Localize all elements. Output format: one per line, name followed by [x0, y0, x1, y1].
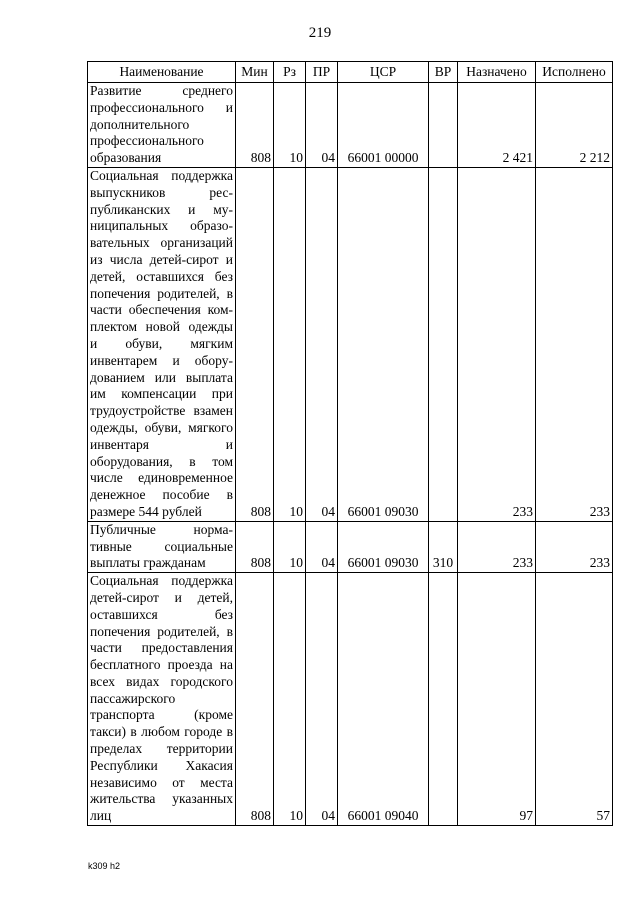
row-rz: 10 — [274, 573, 306, 826]
row-rz: 10 — [274, 83, 306, 168]
header-csr: ЦСР — [338, 62, 429, 83]
budget-table — [87, 61, 613, 826]
table-row — [88, 521, 613, 572]
table-header-row — [88, 62, 613, 83]
row-name: Социальная поддержка детей-сирот и детей, оставшихся без попечения родителей, в части предоставления бесплатного проезда на всех видах городского пассажирского транспорта (кроме такси) в любом городе в пределах территории Республики Хакасия независимо от места жительства указанных лиц — [88, 573, 236, 826]
row-vr — [429, 83, 458, 168]
table-row — [88, 573, 613, 826]
footer-code: k309 h2 — [88, 861, 121, 871]
row-pr: 04 — [306, 167, 338, 521]
row-assigned: 2 421 — [458, 83, 536, 168]
row-rz: 10 — [274, 167, 306, 521]
header-name: Наименование — [88, 62, 236, 83]
row-vr — [429, 167, 458, 521]
row-executed: 2 212 — [536, 83, 613, 168]
table-row — [88, 83, 613, 168]
row-executed: 57 — [536, 573, 613, 826]
row-name: Развитие среднего профессионального и дополнительного профессионального образования — [88, 83, 236, 168]
header-pr: ПР — [306, 62, 338, 83]
row-executed: 233 — [536, 167, 613, 521]
row-rz: 10 — [274, 521, 306, 572]
row-executed: 233 — [536, 521, 613, 572]
row-csr: 66001 09030 — [338, 167, 429, 521]
row-vr — [429, 573, 458, 826]
row-vr: 310 — [429, 521, 458, 572]
row-name: Публичные нормативные социальные выплаты гражданам — [88, 521, 236, 572]
header-vr: ВР — [429, 62, 458, 83]
row-pr: 04 — [306, 521, 338, 572]
header-min: Мин — [236, 62, 274, 83]
header-rz: Рз — [274, 62, 306, 83]
row-min: 808 — [236, 167, 274, 521]
header-assigned: Назначено — [458, 62, 536, 83]
row-pr: 04 — [306, 573, 338, 826]
row-csr: 66001 09030 — [338, 521, 429, 572]
header-executed: Исполнено — [536, 62, 613, 83]
row-min: 808 — [236, 573, 274, 826]
table-row — [88, 167, 613, 521]
row-pr: 04 — [306, 83, 338, 168]
page-number: 219 — [308, 25, 332, 41]
row-assigned: 97 — [458, 573, 536, 826]
row-assigned: 233 — [458, 521, 536, 572]
row-csr: 66001 09040 — [338, 573, 429, 826]
row-csr: 66001 00000 — [338, 83, 429, 168]
row-name: Социальная поддержка выпускников республиканских и муниципальных образовательных организаций из числа детей-сирот и детей, оставшихся без попечения родителей, в части обеспечения комплектом новой одежды и обуви, мягким инвентарем и оборудованием или выплата им компенсации при трудоустройстве взамен одежды, обуви, мягкого инвентаря и оборудования, в том числе единовременное денежное пособие в размере 544 рублей — [88, 167, 236, 521]
row-min: 808 — [236, 521, 274, 572]
row-assigned: 233 — [458, 167, 536, 521]
row-min: 808 — [236, 83, 274, 168]
